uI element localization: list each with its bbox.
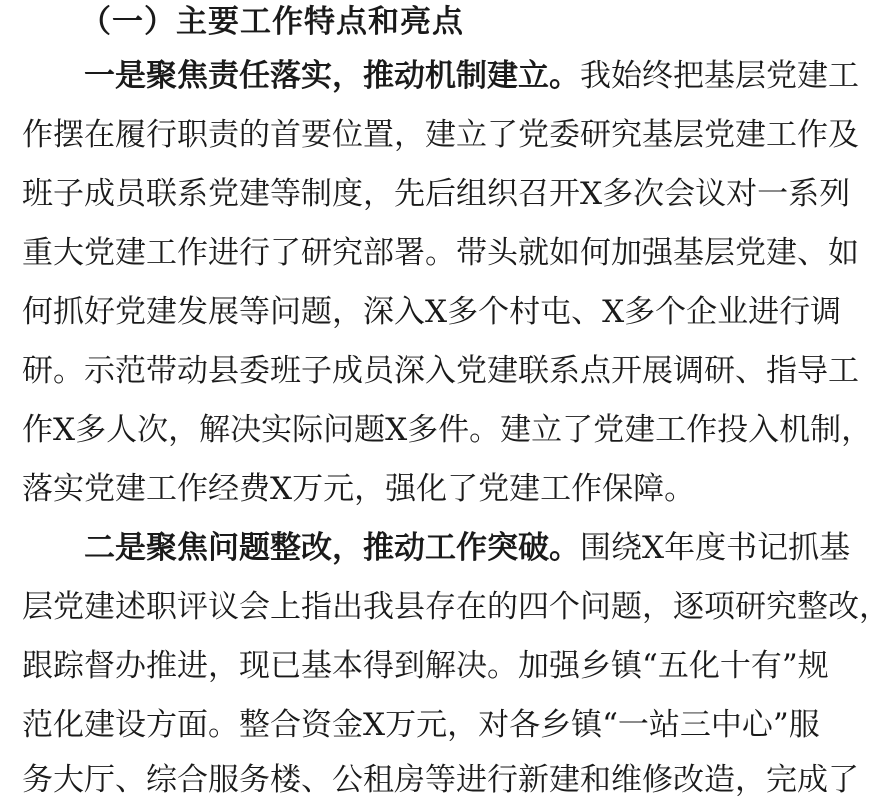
para1-line-2-text: 作摆在履行职责的首要位置，建立了党委研究基层党建工作及	[22, 117, 859, 153]
para2-line-5-text: 务大厅、综合服务楼、公租房等进行新建和维修改造，完成了	[22, 762, 859, 798]
para1-bold-lead: 一是聚焦责任落实，推动机制建立。	[84, 58, 580, 94]
para1-line-8	[22, 469, 774, 509]
para1-line-7-text: 作X多人次，解决实际问题X多件。建立了党建工作投入机制，	[22, 412, 873, 448]
para2-line-3-text: 跟踪督办推进，现已基本得到解决。加强乡镇“五化十有”规	[22, 648, 829, 684]
para1-line-1-text: 我始终把基层党建工	[580, 58, 859, 94]
para2-line-1-text: 围绕X年度书记抓基	[580, 530, 851, 566]
para2-line-4	[22, 705, 820, 745]
para1-line-6	[22, 351, 859, 391]
para1-line-6-text: 研。示范带动县委班子成员深入党建联系点开展调研、指导工	[22, 353, 859, 389]
para2-line-3	[22, 646, 829, 686]
para1-line-4	[22, 233, 859, 273]
para1-line-7	[22, 410, 873, 450]
para2-line-5	[22, 760, 859, 800]
para1-line-5	[22, 292, 842, 332]
para2-bold-lead: 二是聚焦问题整改，推动工作突破。	[84, 530, 580, 566]
para1-line-3-text: 班子成员联系党建等制度，先后组织召开X多次会议对一系列	[22, 176, 851, 212]
para1-line-2	[22, 115, 859, 155]
para2-line-1	[84, 528, 851, 568]
para1-line-8-text: 落实党建工作经费X万元，强化了党建工作保障。	[22, 471, 696, 507]
section-heading-text: （一）主要工作特点和亮点	[80, 4, 464, 40]
para1-line-1	[84, 56, 859, 96]
para1-line-5-text: 何抓好党建发展等问题，深入X多个村屯、X多个企业进行调	[22, 294, 842, 330]
para1-line-3	[22, 174, 851, 214]
para2-line-2	[22, 587, 890, 627]
para2-line-4-text: 范化建设方面。整合资金X万元，对各乡镇“一站三中心”服	[22, 707, 820, 743]
para1-line-4-text: 重大党建工作进行了研究部署。带头就如何加强基层党建、如	[22, 235, 859, 271]
para2-line-2-text: 层党建述职评议会上指出我县存在的四个问题，逐项研究整改，	[22, 589, 890, 625]
section-heading	[80, 2, 770, 42]
